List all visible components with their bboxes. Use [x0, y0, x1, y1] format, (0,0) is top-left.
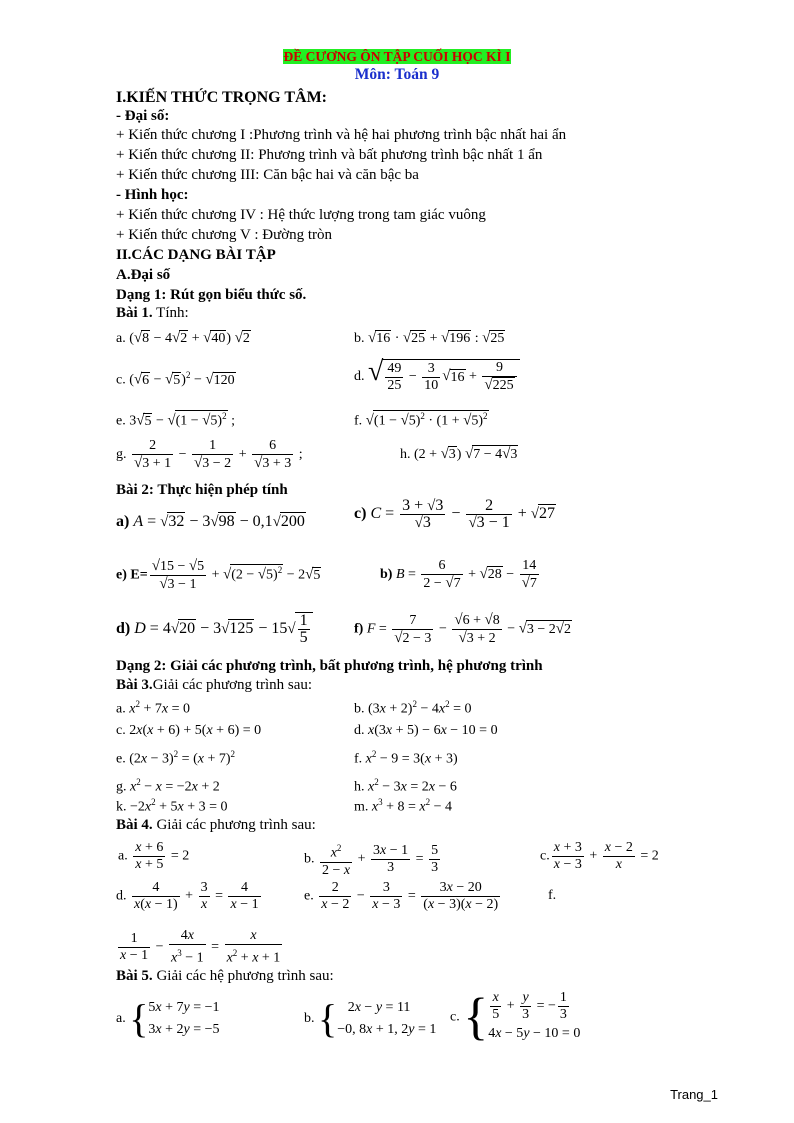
part-a-heading: A.Đại số — [116, 267, 171, 283]
bai3-g: g. $x^2 - x = -2x + 2$ — [116, 777, 220, 795]
bai4-e: e. $\frac{2}{x - 2}$ − $\frac{3}{x - 3}$ = $\frac{3x - 20}{(x - 3)(x - 2)}$ — [304, 880, 499, 912]
page-number: Trang_1 — [670, 1087, 718, 1102]
bai3-b: b. $(3x + 2)^2 - 4x^2 = 0$ — [354, 699, 472, 717]
dang2-heading: Dạng 2: Giải các phương trình, bất phương trình, hệ phương trình — [116, 658, 543, 674]
section2-heading: II.CÁC DẠNG BÀI TẬP — [116, 247, 276, 263]
bai5-a: a. {5x + 7y = −1 3x + 2y = −5 — [116, 996, 220, 1041]
bai2-f: f) F = $\frac{7}{√2 - 3}$ − $\frac{√6 + √8}{√3 + 2}$ − √3 − 2√2 — [354, 612, 571, 646]
bai3-d: d. x(3x + 5) − 6x − 10 = 0 — [354, 723, 498, 738]
bai4-d: d. $\frac{4}{x(x - 1)}$ + $\frac{3}{x}$ = $\frac{4}{x - 1}$ — [116, 880, 259, 912]
bai1-e: e. $3√5 - √(1 - √5)^2$ ; — [116, 411, 235, 429]
bai5-heading: Bài 5. Giải các hệ phương trình sau: — [116, 968, 334, 984]
geometry-item: + Kiến thức chương V : Đường tròn — [116, 227, 333, 243]
bai3-e: e. $(2x - 3)^2 = (x + 7)^2$ — [116, 749, 236, 767]
bai1-f: f. $√(1 - √5)^2 \cdot (1 + √5)^2$ — [354, 411, 488, 429]
bai1-g: g. $\frac{2}{√3 + 1}$ − $\frac{1}{√3 - 2}$ + $\frac{6}{√3 + 3}$ ; — [116, 438, 303, 471]
bai2-d: d) D = 4√20 − 3√125 − 15√ $\frac{1}{5}$ — [116, 612, 313, 646]
bai4-c: c. $\frac{x + 3}{x - 3}$ + $\frac{x - 2}{x}$ = 2 — [540, 840, 659, 872]
bai4-heading: Bài 4. Giải các phương trình sau: — [116, 817, 316, 833]
dang1-heading: Dạng 1: Rút gọn biểu thức số. — [116, 287, 307, 303]
bai2-a: a) A = √32 − 3√98 − 0,1√200 — [116, 513, 305, 530]
bai3-k: k. $-2x^2 + 5x + 3 = 0$ — [116, 797, 228, 815]
bai2-b: b) B = $\frac{6}{2 - √7}$ + √28 − $\frac{14}{√7}$ — [380, 558, 537, 591]
bai1-heading: Bài 1. Tính: — [116, 305, 189, 321]
bai3-f: f. $x^2 - 9 = 3(x + 3)$ — [354, 749, 458, 767]
bai4-f-label: f. — [548, 888, 557, 903]
bai3-a: a. $x^2 + 7x = 0$ — [116, 699, 190, 717]
bai1-c: c. $(√6 - √5)^2 - √120$ — [116, 370, 235, 388]
bai5-b: b. { 2x − y = 11 −0, 8x + 1, 2y = 1 — [304, 996, 437, 1041]
bai4-a: a. $\frac{x + 6}{x + 5}$ = 2 — [118, 840, 190, 872]
bai3-heading: Bài 3.Giải các phương trình sau: — [116, 677, 313, 693]
bai1-d: d. √ $\frac{49}{25}$ − $\frac{3}{10}$ √16 + $\frac{9}{√225}$ — [354, 356, 520, 394]
geometry-item: + Kiến thức chương IV : Hệ thức lượng trong tam giác vuông — [116, 207, 486, 223]
bai3-c: c. 2x(x + 6) + 5(x + 6) = 0 — [116, 723, 262, 738]
bai2-c: c) C = $\frac{3 + √3}{√3}$ − $\frac{2}{√3 - 1}$ + √27 — [354, 497, 555, 531]
bai5-c: c. { $\frac{x}{5}$ + $\frac{y}{3}$ = − $\frac{1}{3}$ 4x − 5y − 10 = 0 — [450, 988, 581, 1046]
bai4-b: b. $\frac{x^2}{2 - x}$ + $\frac{3x - 1}{3}$ = $\frac{5}{3}$ — [304, 840, 442, 879]
bai3-m: m. $x^3 + 8 = x^2 - 4$ — [354, 797, 453, 815]
bai4-f: $\frac{1}{x - 1}$ − $\frac{4x}{x^3 - 1}$ = $\frac{x}{x^2 + x + 1}$ — [120, 928, 281, 966]
algebra-item: + Kiến thức chương II: Phương trình và bất phương trình bậc nhất 1 ẩn — [116, 147, 543, 163]
bai3-h: h. $x^2 - 3x = 2x - 6$ — [354, 777, 457, 795]
bai2-heading: Bài 2: Thực hiện phép tính — [116, 482, 288, 498]
document-subtitle: Môn: Toán 9 — [354, 66, 440, 83]
algebra-heading: - Đại số: — [116, 108, 170, 124]
bai1-b: b. √16 · √25 + √196 : √25 — [354, 330, 505, 346]
bai2-e: e) E= $\frac{√15 - √5}{√3 - 1}$ + $√(2 - √5)^2 - 2√5$ — [116, 558, 321, 592]
bai1-a: a. (√8 − 4√2 + √40) √2 — [116, 330, 250, 346]
document-title: ĐỀ CƯƠNG ÔN TẬP CUỐI HỌC KÌ I — [283, 49, 511, 64]
geometry-heading: - Hình học: — [116, 187, 189, 203]
algebra-item: + Kiến thức chương I :Phương trình và hệ hai phương trình bậc nhất hai ẩn — [116, 127, 567, 143]
algebra-item: + Kiến thức chương III: Căn bậc hai và căn bậc ba — [116, 167, 419, 183]
section1-heading: I.KIẾN THỨC TRỌNG TÂM: — [116, 89, 327, 106]
bai1-h: h. (2 + √3) √7 − 4√3 — [400, 446, 518, 462]
